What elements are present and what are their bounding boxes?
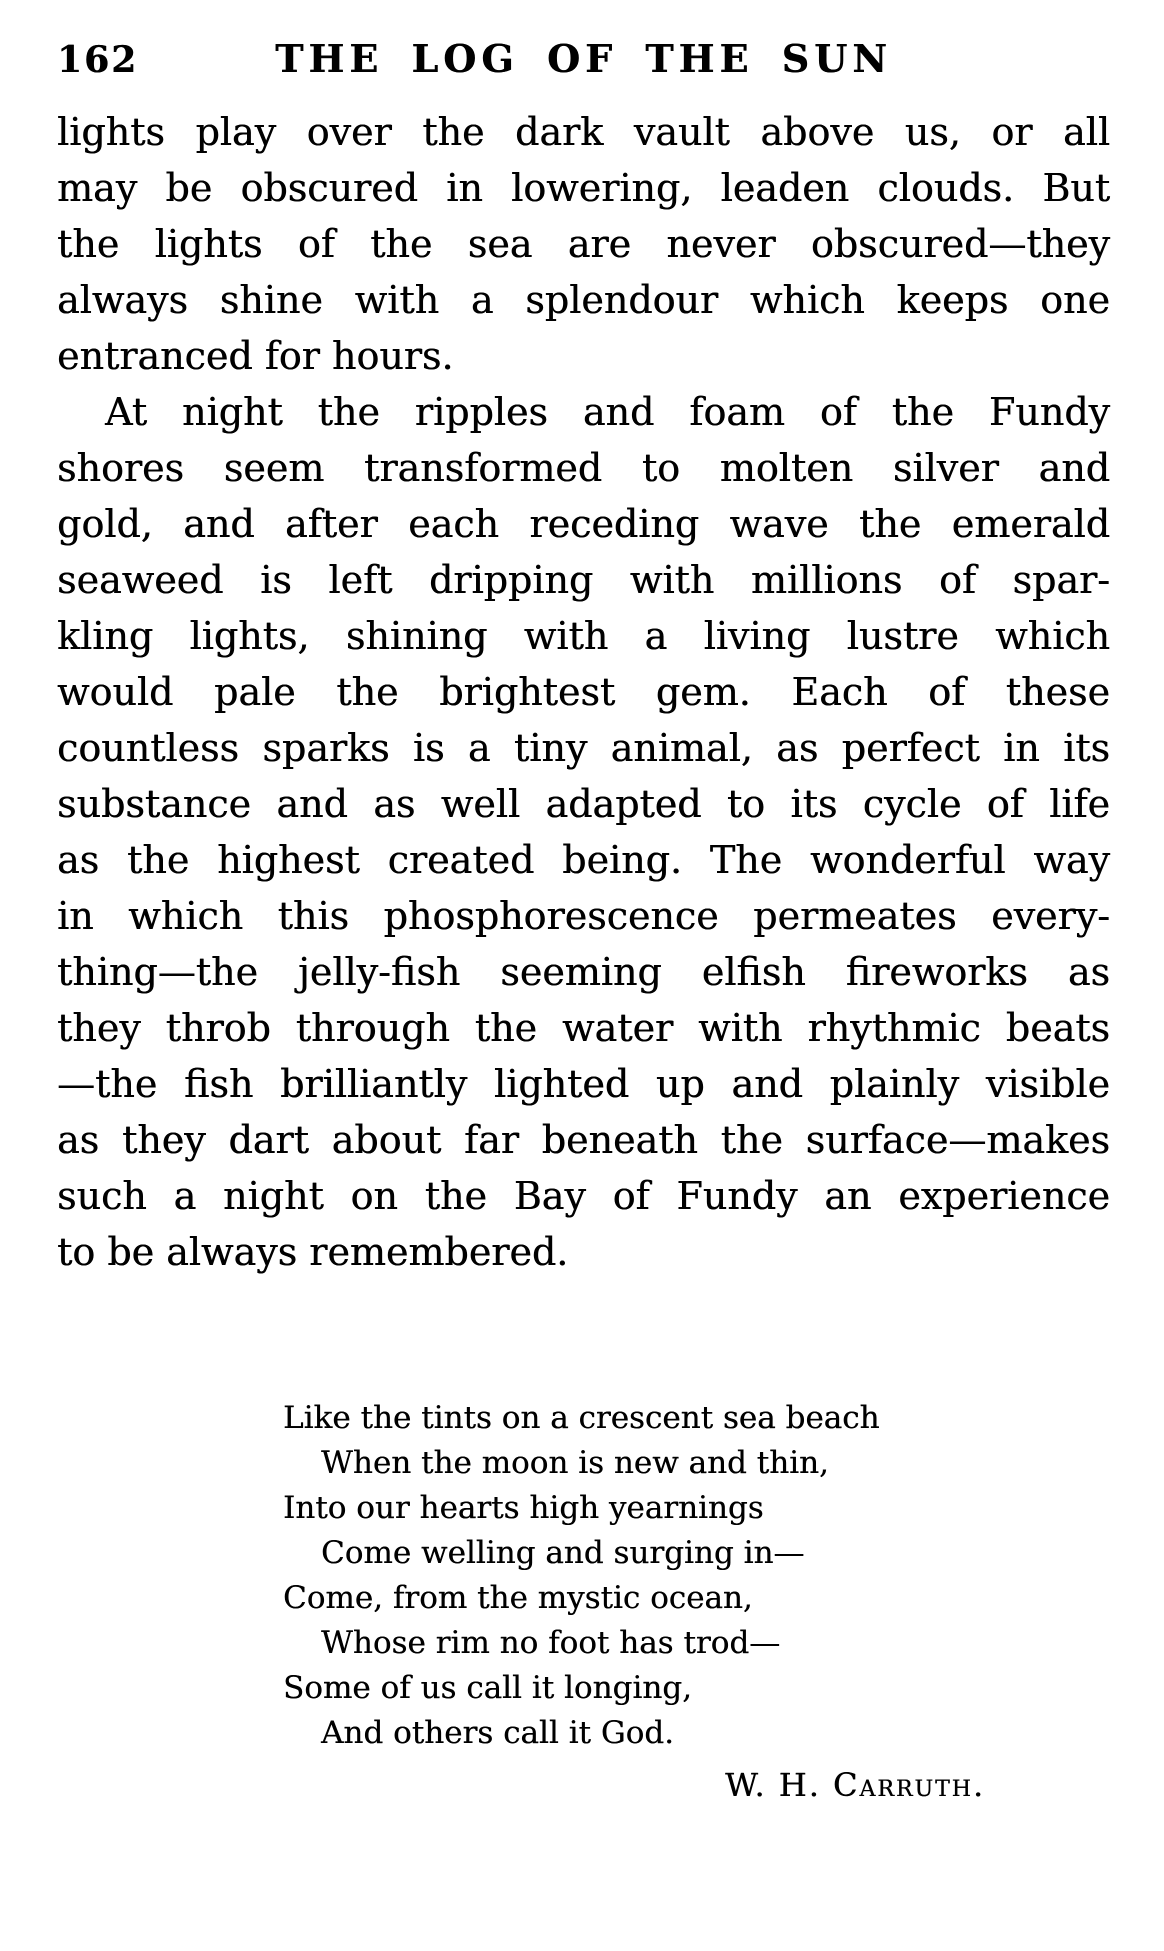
page-number: 162 xyxy=(57,39,139,81)
body-line: seaweed is left dripping with millions of spar- xyxy=(57,558,1110,602)
running-title: THE LOG OF THE SUN xyxy=(275,36,892,81)
poem-line: Whose rim no foot has trod— xyxy=(321,1625,781,1661)
poem-block xyxy=(283,1396,985,1804)
body-line: such a night on the Bay of Fundy an experience xyxy=(57,1174,1110,1218)
poem-line: Like the tints on a crescent sea beach xyxy=(283,1400,880,1436)
body-line: shores seem transformed to molten silver and xyxy=(57,446,1110,490)
body-line: gold, and after each receding wave the emerald xyxy=(57,502,1110,546)
body-line: in which this phosphorescence permeates every- xyxy=(57,894,1110,938)
body-line: countless sparks is a tiny animal, as perfect in its xyxy=(57,726,1110,770)
body-text xyxy=(57,104,1110,1280)
poem-line: Into our hearts high yearnings xyxy=(283,1490,764,1526)
body-line: as they dart about far beneath the surface—makes xyxy=(57,1118,1110,1162)
poem-line: Some of us call it longing, xyxy=(283,1670,692,1706)
body-line: to be always remembered. xyxy=(57,1230,569,1274)
body-line: the lights of the sea are never obscured—they xyxy=(57,222,1110,266)
poem-line: When the moon is new and thin, xyxy=(321,1445,829,1481)
body-line: would pale the brightest gem. Each of these xyxy=(57,670,1110,714)
body-line: entranced for hours. xyxy=(57,334,454,378)
body-line: substance and as well adapted to its cycle of life xyxy=(57,782,1110,826)
body-line: they throb through the water with rhythmic beats xyxy=(57,1006,1110,1050)
body-line: At night the ripples and foam of the Fundy xyxy=(105,390,1110,434)
running-head xyxy=(57,36,1110,86)
body-line: thing—the jelly-fish seeming elfish fireworks as xyxy=(57,950,1110,994)
body-line: —the fish brilliantly lighted up and plainly visible xyxy=(57,1062,1110,1106)
poem-line: Come welling and surging in— xyxy=(321,1535,805,1571)
body-line: lights play over the dark vault above us, or all xyxy=(57,110,1110,154)
body-line: as the highest created being. The wonderful way xyxy=(57,838,1110,882)
body-line: always shine with a splendour which keeps one xyxy=(57,278,1110,322)
body-line: may be obscured in lowering, leaden clouds. But xyxy=(57,166,1110,210)
poem-attribution: W. H. Carruth. xyxy=(725,1766,985,1804)
poem-line: And others call it God. xyxy=(321,1715,674,1751)
body-line: kling lights, shining with a living lustre which xyxy=(57,614,1110,658)
poem-line: Come, from the mystic ocean, xyxy=(283,1580,753,1616)
